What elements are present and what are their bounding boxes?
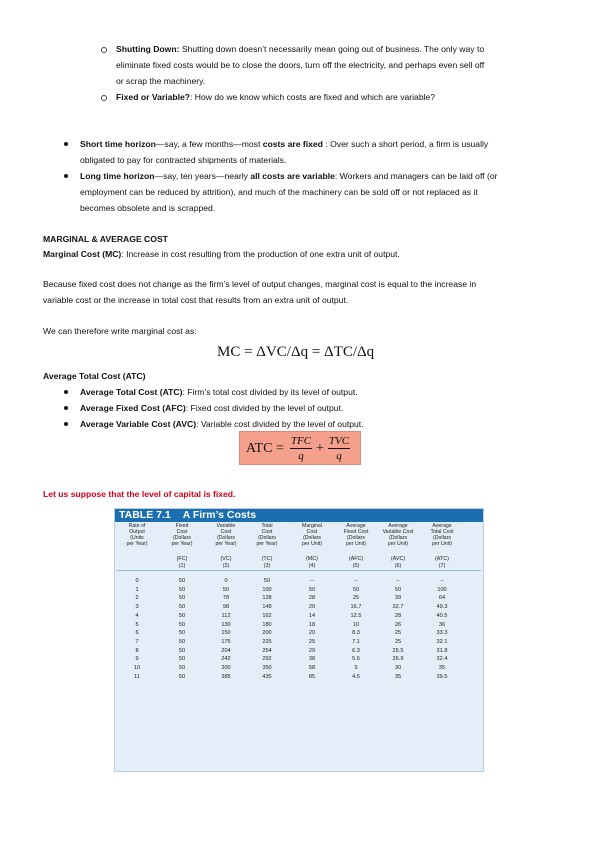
bullet-icon [64,142,68,146]
table-cell: 58 [308,665,316,671]
table-cell: 25 [394,638,402,645]
table-cell: 3 [135,604,139,611]
table-cell: 242 [221,656,231,663]
table-cell: 435 [262,673,272,680]
tfc-fraction: TFC q [290,435,312,462]
table-cell: 25.5 [392,647,404,654]
table-header-cell: Fixed Cost (Dollars per Year) [171,523,193,547]
table-cell: 40.5 [436,612,448,619]
table-cell: 26.9 [392,656,404,663]
table-cell: 32.4 [436,656,448,663]
table-cell: 10 [352,621,360,628]
table-cell: 20 [308,604,316,611]
table-header-cell: Variable Cost (Dollars per Year) [215,523,237,547]
table-cell: 7 [135,638,139,645]
table-cell: 50 [178,647,186,654]
table-cell: 25 [394,630,402,637]
table-cell: 100 [437,586,447,593]
table-cell: 16.7 [350,604,362,611]
table-cell: 50 [394,586,402,593]
plus-sign: + [316,441,324,456]
table-cell: -- [440,578,444,584]
bullet-icon [64,174,68,178]
circle-bullet-icon [101,95,107,101]
table-cell: 5 [354,665,358,671]
table-cell: 6 [135,630,139,637]
table-cell: -- [310,578,314,584]
table-cell: 50 [178,604,186,611]
atc-formula-lhs: ATC = [246,441,284,456]
mc-formula: MC = ΔVC/Δq = ΔTC/Δq [217,344,375,360]
table-cell: 128 [262,595,272,602]
table-cell: 50 [178,595,186,602]
table-cell: 25 [308,638,316,645]
table-cell: 50 [308,586,316,593]
header-divider [117,570,481,571]
table-cell: 28 [394,612,402,619]
bullet-icon [64,390,68,394]
table-cell: 100 [262,586,272,593]
short-horizon-line-1: Short time horizon—say, a few months—most costs are fixed : Over such a short period, a firm is usually [80,139,489,149]
short-horizon-line-2: obligated to pay for contracted shipments of materials. [80,155,287,165]
capital-fixed-note: Let us suppose that the level of capital is fixed. [43,489,236,499]
table-cell: 1 [135,586,139,593]
table-cell: 130 [221,621,231,628]
table-cell: 50 [178,621,186,628]
table-cell: 7.1 [352,638,360,645]
tvc-fraction: TVC q [328,435,350,462]
table-cell: 36 [438,621,446,628]
table-subheader-cell: (AFC) (5) [348,556,364,569]
shutting-down-line-3: or scrap the machinery. [116,76,206,86]
table-cell: 292 [262,656,272,663]
table-subheader-cell: (AVC) (6) [390,556,406,569]
table-subheader-cell: (VC) (2) [220,556,232,569]
table-cell: 35 [438,665,446,671]
table-cell: 32.1 [436,638,448,645]
table-subheader-cell: (MC) (4) [306,556,318,569]
table-cell: 6.3 [352,647,360,654]
shutting-down-line-2: eliminate fixed costs would be to close the doors, turn off the electricity, and perhaps even sell off [116,60,485,70]
table-subheader-cell [115,556,159,569]
table-cell: 49.3 [436,604,448,611]
table-header-cell: Rate of Output (Units per Year) [126,523,148,547]
table-cell: 150 [221,630,231,637]
atc-heading: Average Total Cost (ATC) [43,371,146,381]
atc-bullet: Average Total Cost (ATC): Firm’s total cost divided by its level of output. [80,387,358,397]
table-cell: 85 [308,673,316,680]
table-cell: 29 [308,647,316,654]
table-cell: 50 [178,612,186,619]
table-cell: 30 [394,665,402,671]
circle-bullet-icon [101,47,107,53]
table-cell: 39 [394,595,402,602]
table-cell: 385 [221,673,231,680]
table-cell: 50 [178,638,186,645]
table-cell: 162 [262,612,272,619]
avc-bullet: Average Variable Cost (AVC): Variable cost divided by the level of output. [80,419,364,429]
table-cell: -- [354,578,358,584]
long-horizon-line-2: employment can be reduced by attrition), and much of the machinery can be sold off or not replaced as it [80,187,478,197]
mc-definition: Marginal Cost (MC): Increase in cost resulting from the production of one extra unit of output. [43,249,400,259]
table-cell: 10 [133,665,141,671]
table-header-cell: Total Cost (Dollars per Year) [256,523,278,547]
table-cell: 50 [178,578,186,584]
bullet-icon [64,422,68,426]
table-cell: 50 [178,586,186,593]
table-cell: 300 [221,665,231,671]
table-cell: 39.5 [436,673,448,680]
table-cell: 38 [308,656,316,663]
table-cell: 0 [224,578,228,584]
table-cell: 200 [262,630,272,637]
table-cell: 98 [222,604,230,611]
table-cell: 180 [262,621,272,628]
table-cell: 50 [178,673,186,680]
table-cell: 78 [222,595,230,602]
table-cell: 9 [135,656,139,663]
table-cell: 11 [134,673,140,680]
table-cell: 50 [222,586,230,593]
table-title-bar: TABLE 7.1 A Firm’s Costs [115,509,483,522]
table-cell: 254 [262,647,272,654]
table-cell: 8.3 [352,630,360,637]
table-cell: 18 [308,621,316,628]
table-cell: 225 [262,638,272,645]
table-header-cell: Average Total Cost (Dollars per Unit) [430,523,454,547]
table-cell: 20 [308,630,316,637]
afc-bullet: Average Fixed Cost (AFC): Fixed cost divided by the level of output. [80,403,344,413]
atc-formula-box [239,431,361,465]
table-cell: -- [396,578,400,584]
section-title: MARGINAL & AVERAGE COST [43,234,168,244]
paragraph-line-2: variable cost or the increase in total cost that results from an extra unit of output. [43,295,349,305]
table-cell: 50 [263,578,271,584]
table-cell: 5 [135,621,139,628]
fixed-or-variable-line: Fixed or Variable?: How do we know which costs are fixed and which are variable? [116,92,436,102]
table-cell: 112 [221,612,231,619]
table-subheader-cell: (FC) (1) [176,556,188,569]
table-cell: 28 [308,595,316,602]
table-cell: 25 [352,595,360,602]
table-cell: 2 [135,595,139,602]
table-subheader-cell: (ATC) (7) [435,556,449,569]
table-header-cell: Average Fixed Cost (Dollars per Unit) [343,523,369,547]
shutting-down-line-1: Shutting Down: Shutting down doesn’t necessarily mean going out of business. The only way to [116,44,485,54]
write-mc-line: We can therefore write marginal cost as: [43,326,197,336]
table-cell: 0 [135,578,139,584]
table-cell: 350 [262,665,272,671]
table-subheader-cell: (TC) (3) [261,556,273,569]
table-header-cell: Marginal Cost (Dollars per Unit) [302,523,322,547]
table-cell: 50 [178,665,186,671]
table-cell: 8 [135,647,139,654]
table-cell: 31.8 [436,647,448,654]
table-cell: 35 [394,673,402,680]
table-cell: 50 [178,656,186,663]
firm-costs-table [114,508,484,772]
table-cell: 4 [135,612,139,619]
table-cell: 204 [221,647,231,654]
table-header-cell: Average Variable Cost (Dollars per Unit) [382,523,414,547]
long-horizon-line-1: Long time horizon—say, ten years—nearly all costs are variable: Workers and managers can be laid off (or [80,171,498,181]
table-cell: 26 [394,621,402,628]
table-cell: 32.7 [392,604,404,611]
table-cell: 33.3 [436,630,448,637]
bullet-icon [64,406,68,410]
table-cell: 50 [178,630,186,637]
table-cell: 12.5 [350,612,362,619]
table-cell: 4.5 [352,673,360,680]
long-horizon-line-3: becomes obsolete and is scrapped. [80,203,216,213]
table-cell: 14 [308,612,316,619]
paragraph-line-1: Because fixed cost does not change as the firm’s level of output changes, marginal cost is equal to the increase in [43,279,477,289]
table-cell: 148 [262,604,272,611]
table-cell: 175 [221,638,231,645]
table-cell: 64 [438,595,446,602]
table-cell: 50 [352,586,360,593]
table-cell: 5.6 [352,656,360,663]
